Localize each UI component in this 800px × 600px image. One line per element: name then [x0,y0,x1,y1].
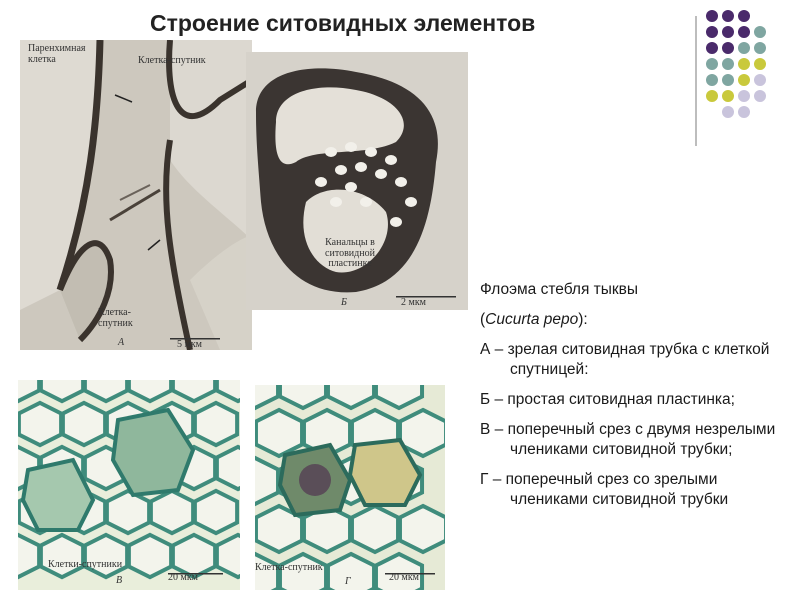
figure-c-micrograph [18,380,240,590]
caption-species: (Cucurta pepo): [480,311,588,328]
decorative-dot [754,74,766,86]
caption-item-c: В – поперечный срез с двумя незрелыми члениками ситовидной трубки; [480,421,776,458]
sieve-pore [345,182,357,192]
sieve-pore [315,177,327,187]
decorative-dot [738,106,750,118]
decorative-dot [738,90,750,102]
cell-outline [352,506,398,552]
sieve-pore [330,197,342,207]
caption-heading: Флоэма стебля тыквы [480,281,639,298]
cell-outline [107,491,149,533]
decorative-dot [738,58,750,70]
sieve-pore [365,147,377,157]
figure-letter-d: Г [345,576,351,587]
sieve-pore [335,165,347,175]
figure-d-micrograph [255,385,445,590]
figure-b-image [246,52,468,310]
cell-outline [129,535,171,577]
caption-item-b: Б – простая ситовидная пластинка; [480,391,735,408]
sieve-pore [375,169,387,179]
cell-outline [256,410,302,456]
label-canals-in-sieve-plate: Канальцы в ситовидной пластинке [325,237,375,269]
cell-outline [173,535,215,577]
decorative-divider [695,16,697,146]
decorative-dot [706,10,718,22]
cell-outline [19,403,61,445]
scale-bar-d: 20 мкм [389,572,420,583]
caption-item-a: А – зрелая ситовидная трубка с клеткой спутницей: [480,341,770,378]
sieve-pore [390,217,402,227]
figure-d-image [255,385,445,590]
label-companion-cell: Клетка-спутник [255,562,323,573]
figure-letter-c: В [116,575,123,586]
species-name: Cucurta pepo [485,311,579,328]
decorative-dot [722,58,734,70]
decorative-dot [722,106,734,118]
cell-outline [85,535,127,577]
decorative-dot [706,58,718,70]
decorative-dot [754,58,766,70]
decorative-dot [706,90,718,102]
decorative-dot [706,74,718,86]
cell-outline [63,403,105,445]
sieve-pore [355,162,367,172]
decorative-dot [754,26,766,38]
decorative-dot [738,74,750,86]
cell-outline [195,403,237,445]
decorative-dot [738,42,750,54]
cell-outline [41,535,83,577]
sieve-pore [325,147,337,157]
decorative-dot-grid [700,8,780,133]
label-companion-cell-top: Клетка-спутник [138,55,206,66]
decorative-dot [722,26,734,38]
page-title: Строение ситовидных элементов [150,10,536,36]
figure-a-image [20,40,252,350]
figure-caption [480,280,795,520]
decorative-dot [706,26,718,38]
figure-letter-a: А [118,337,125,348]
scale-bar-b: 2 мкм [401,297,427,308]
sieve-pore [360,197,372,207]
sieve-pore [345,142,357,152]
decorative-dot [738,10,750,22]
sieve-pore [405,197,417,207]
decorative-dot [722,74,734,86]
cell-outline [195,491,237,533]
scale-bar-a: 5 мкм [177,339,203,350]
figure-letter-b: Б [341,297,347,308]
decorative-dot [754,42,766,54]
label-parenchyma-cell: Паренхимная клетка [28,43,86,65]
caption-item-d: Г – поперечный срез со зрелыми члениками ситовидной трубки [480,471,729,508]
scale-bar-c: 20 мкм [168,572,199,583]
decorative-dot [738,26,750,38]
sieve-pore [385,155,397,165]
decorative-dot [706,42,718,54]
sieve-pore [395,177,407,187]
decorative-dot [722,42,734,54]
figure-b-micrograph [246,52,468,310]
cell-outline [151,491,193,533]
cell-outline [400,506,445,552]
decorative-dot [722,10,734,22]
label-companion-cells: Клетки-спутники [48,559,123,570]
decorative-dot [722,90,734,102]
decorative-dot [754,90,766,102]
figure-a-micrograph [20,40,252,350]
label-companion-cell-bottom: Клетка-спутник [98,307,133,329]
